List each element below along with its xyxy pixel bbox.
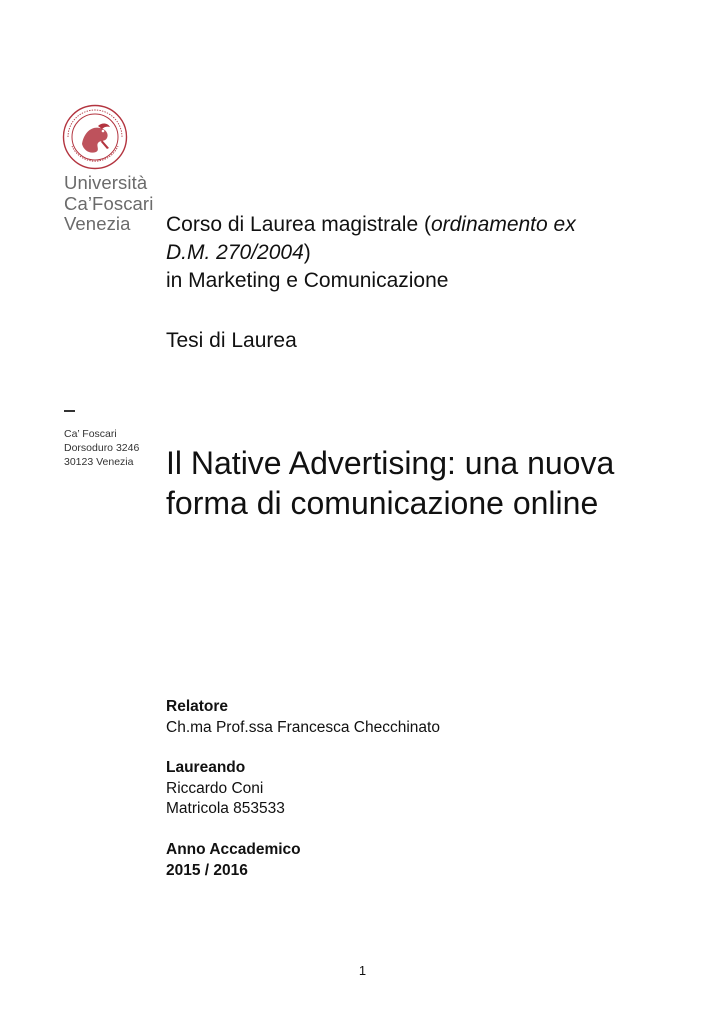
laureando-name: Riccardo Coni: [166, 779, 264, 797]
anno-accademico-block: [166, 840, 301, 881]
thesis-title: [166, 443, 614, 523]
anno-heading: Anno Accademico: [166, 841, 301, 858]
course-line-2: [166, 239, 576, 267]
course-line-2-suffix: ): [303, 241, 311, 264]
thesis-title-line-2: forma di comunicazione online: [166, 485, 599, 521]
address-line-1: Ca’ Foscari: [64, 428, 117, 440]
thesis-title-line-1: Il Native Advertising: una nuova: [166, 445, 615, 481]
university-seal-logo: [62, 104, 128, 170]
laureando-heading: Laureando: [166, 759, 246, 776]
address-line-3: 30123 Venezia: [64, 456, 134, 468]
laureando-block: [166, 758, 285, 820]
address-line-2: Dorsoduro 3246: [64, 442, 140, 454]
course-line-1: [166, 211, 576, 239]
relatore-block: [166, 697, 440, 738]
course-line-2-italic: D.M. 270/2004: [166, 241, 304, 264]
address-block: [64, 427, 139, 469]
course-line-3: in Marketing e Comunicazione: [166, 269, 449, 292]
anno-value: 2015 / 2016: [166, 861, 248, 879]
thesis-label: Tesi di Laurea: [166, 329, 297, 352]
course-line-1-italic: ordinamento ex: [430, 213, 576, 236]
divider-dash: [64, 410, 75, 412]
university-name-line-2: Ca’Foscari: [64, 192, 154, 214]
course-description: [166, 211, 576, 295]
university-name-line-1: Università: [64, 172, 148, 193]
relatore-heading: Relatore: [166, 698, 229, 715]
relatore-name: Ch.ma Prof.ssa Francesca Checchinato: [166, 718, 440, 736]
university-name: [64, 173, 153, 235]
page-number: 1: [358, 963, 367, 978]
university-name-line-3: Venezia: [64, 213, 131, 234]
course-line-1-prefix: Corso di Laurea magistrale (: [166, 213, 431, 236]
laureando-matricola: Matricola 853533: [166, 800, 285, 817]
